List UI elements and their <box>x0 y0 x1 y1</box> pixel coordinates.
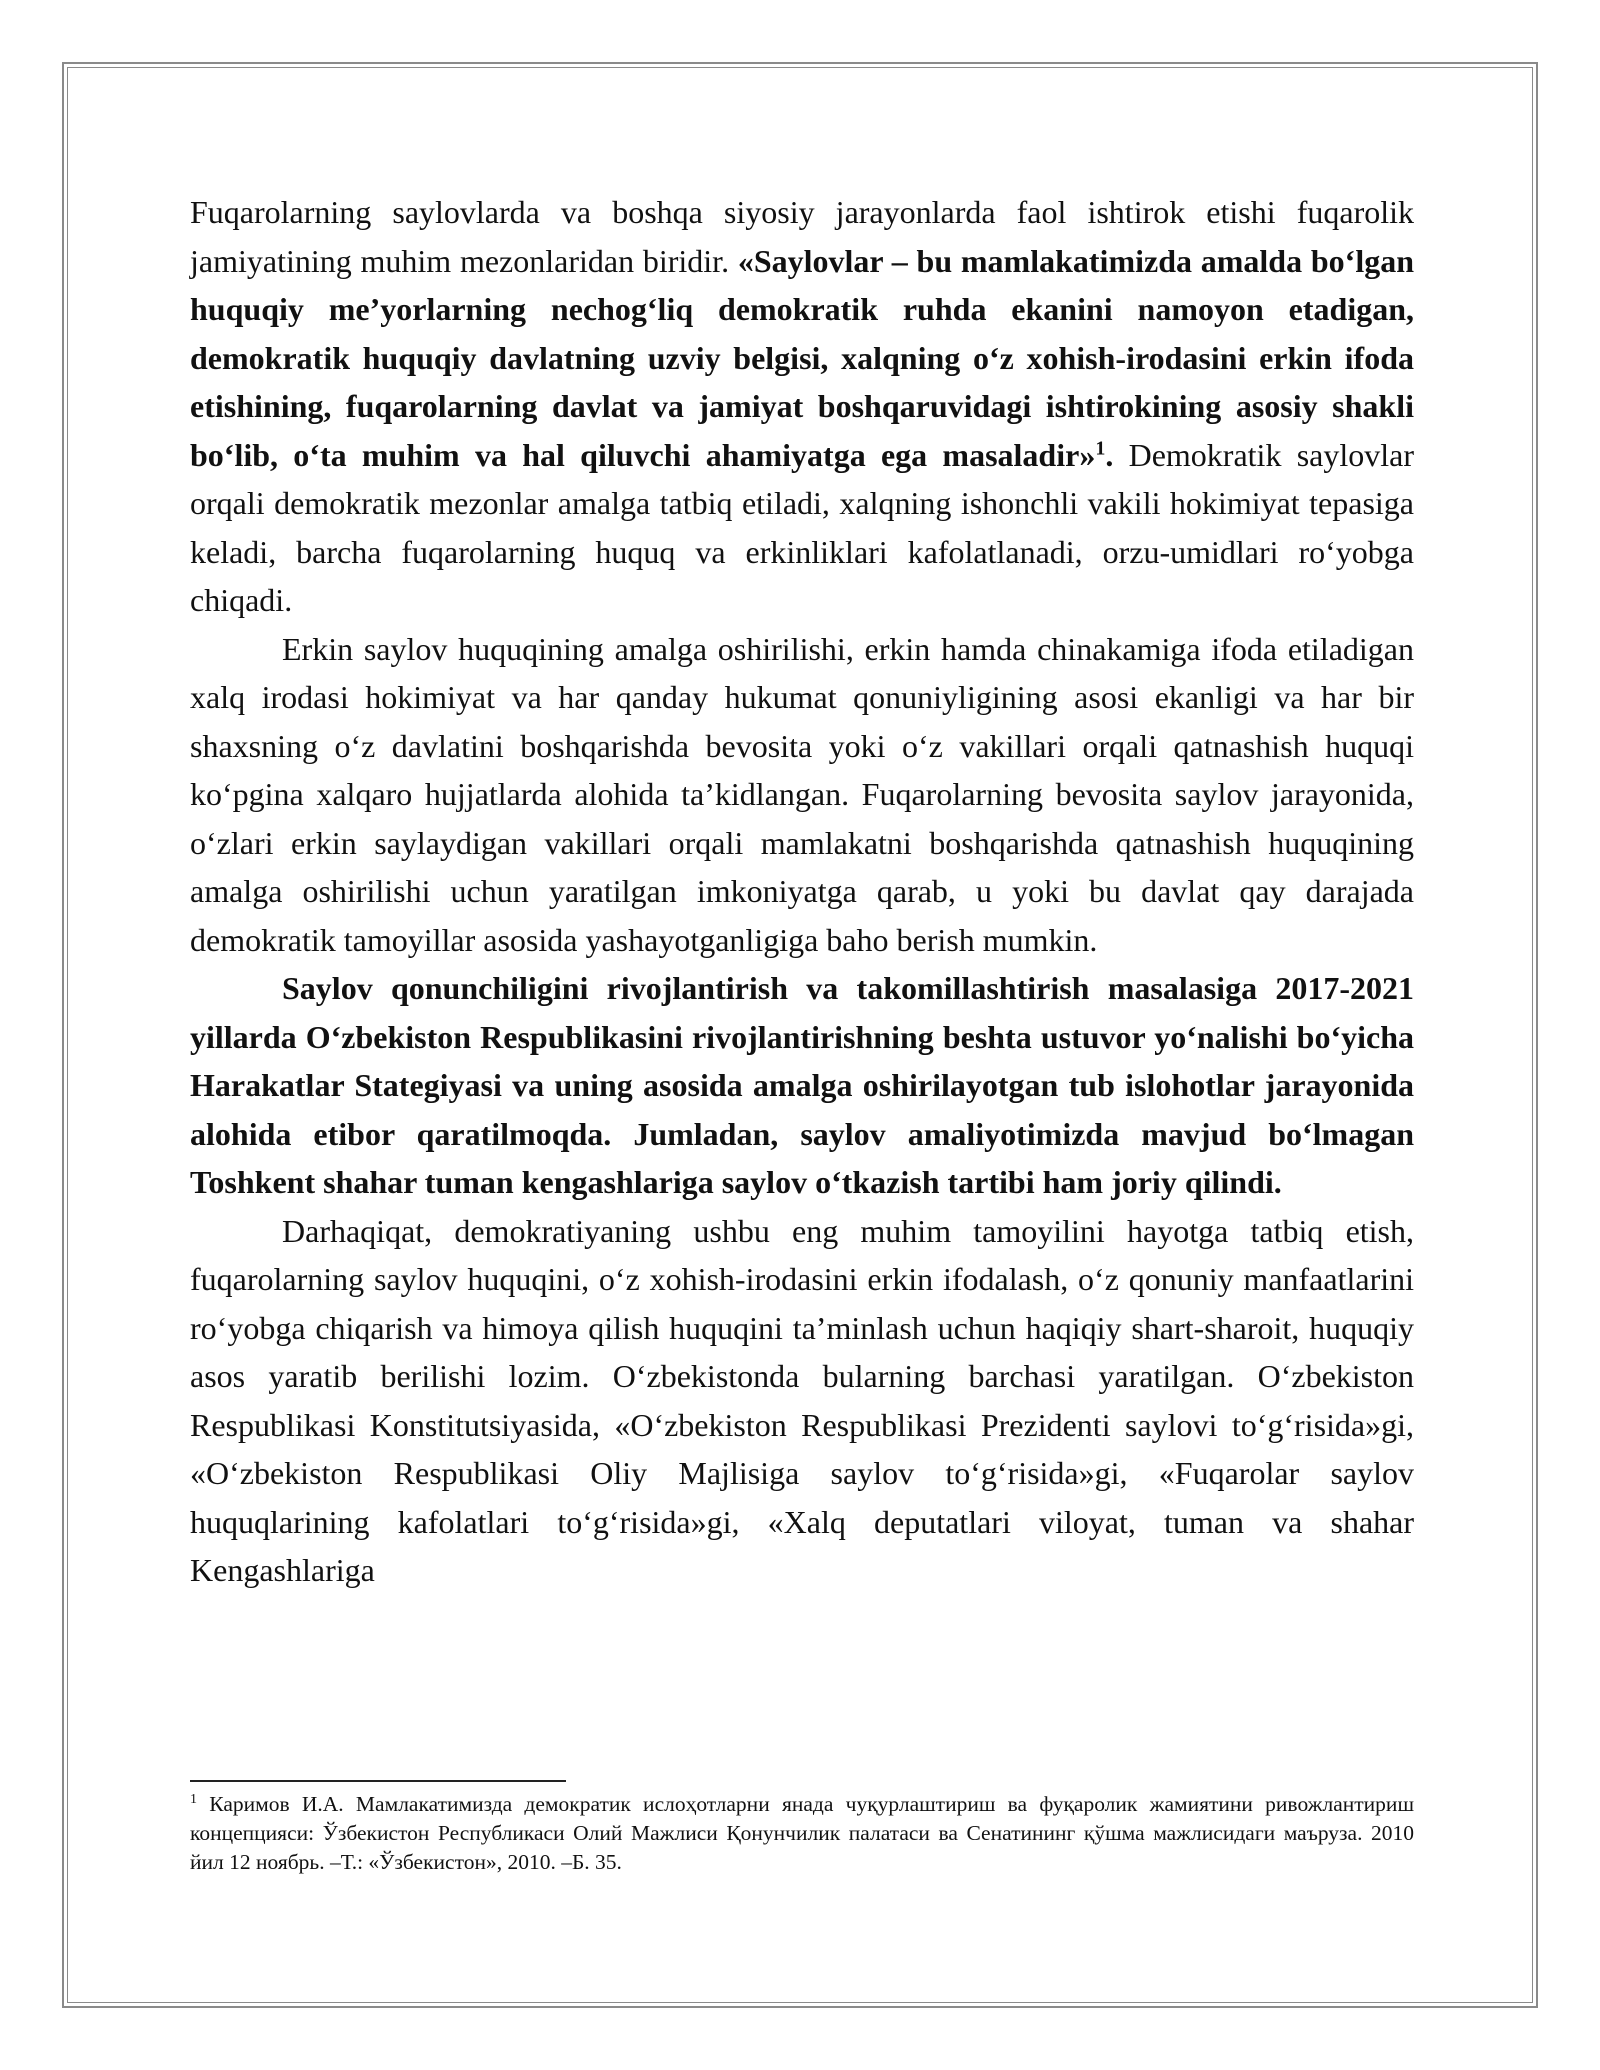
paragraph-1-intro: Fuqarolarning saylovlarda va boshqa siyosiy jarayonlarda faol ishtirok etishi fuqarolik jamiyatining muhim mezonlaridan biridir. <box>190 194 1414 279</box>
footnote-marker: 1 <box>190 1791 197 1807</box>
paragraph-3: Saylov qonunchiligini rivojlantirish va takomillashtirish masalasiga 2017-2021 yillarda O‘zbekiston Respublikasini rivojlantirishning beshta ustuvor yo‘nalishi bo‘yicha Harakatlar Stategiyasi va uning asosida amalga oshirilayotgan tub islohotlar jarayonida alohida etibor qaratilmoqda. Jumladan, saylov amaliyotimizda mavjud bo‘lmagan Toshkent shahar tuman kengashlariga saylov o‘tkazish tartibi ham joriy qilindi. <box>190 970 1414 1200</box>
footnote-reference: 1 <box>1095 436 1106 459</box>
footnote-text: Каримов И.А. Мамлакатимизда демократик ислоҳотларни янада чуқурлаштириш ва фуқаролик жамиятини ривожлантириш концепцияси: Ўзбекистон Республикаси Олий Мажлиси Қонунчилик палатаси ва Сенатининг қўшма мажлисидаги маъруза. 2010 йил 12 ноябрь. –Т.: «Ўзбекистон», 2010. –Б. 35. <box>190 1792 1414 1874</box>
paragraph-1-quote: «Saylovlar – bu mamlakatimizda amalda bo‘lgan huquqiy me’yorlarning nechog‘liq demokratik ruhda ekanini namoyon etadigan, demokratik huquqiy davlatning uzviy belgisi, xalqning o‘z xohish-irodasini erkin ifoda etishining, fuqarolarning davlat va jamiyat boshqaruvidagi ishtirokining asosiy shakli bo‘lib, o‘ta muhim va hal qiluvchi ahamiyatga ega masaladir» <box>190 242 1415 473</box>
footnote <box>190 1790 1414 1877</box>
paragraph-4: Darhaqiqat, demokratiyaning ushbu eng muhim tamoyilini hayotga tatbiq etish, fuqarolarning saylov huquqini, o‘z xohish-irodasini erkin ifodalash, o‘z qonuniy manfaatlarini ro‘yobga chiqarish va himoya qilish huquqini ta’minlash uchun haqiqiy shart-sharoit, huquqiy asos yaratib berilishi lozim. O‘zbekistonda bularning barchasi yaratilgan. O‘zbekiston Respublikasi Konstitutsiyasida, «O‘zbekiston Respublikasi Prezidenti saylovi to‘g‘risida»gi, «O‘zbekiston Respublikasi Oliy Majlisiga saylov to‘g‘risida»gi, «Fuqarolar saylov huquqlarining kafolatlari to‘g‘risida»gi, «Xalq deputatlari viloyat, tuman va shahar Kengashlariga <box>190 1212 1414 1588</box>
document-body <box>190 188 1414 1595</box>
paragraph-2: Erkin saylov huquqining amalga oshirilishi, erkin hamda chinakamiga ifoda etiladigan xalq irodasi hokimiyat va har qanday hukumat qonuniyligining asosi ekanligi va har bir shaxsning o‘z davlatini boshqarishda bevosita yoki o‘z vakillari orqali qatnashish huquqi ko‘pgina xalqaro hujjatlarda alohida ta’kidlangan. Fuqarolarning bevosita saylov jarayonida, o‘zlari erkin saylaydigan vakillari orqali mamlakatni boshqarishda qatnashish huquqining amalga oshirilishi uchun yaratilgan imkoniyatga qarab, u yoki bu davlat qay darajada demokratik tamoyillar asosida yashayotganligiga baho berish mumkin. <box>190 630 1414 958</box>
paragraph-1 <box>190 188 1414 625</box>
footnote-separator <box>190 1780 566 1782</box>
paragraph-1-quote-end: . <box>1105 436 1114 473</box>
paragraph-1-rest: Demokratik saylovlar orqali demokratik mezonlar amalga tatbiq etiladi, xalqning ishonchli vakili hokimiyat tepasiga keladi, barcha fuqarolarning huquq va erkinliklari kafolatlanadi, orzu-umidlari ro‘yobga chiqadi. <box>190 436 1415 618</box>
